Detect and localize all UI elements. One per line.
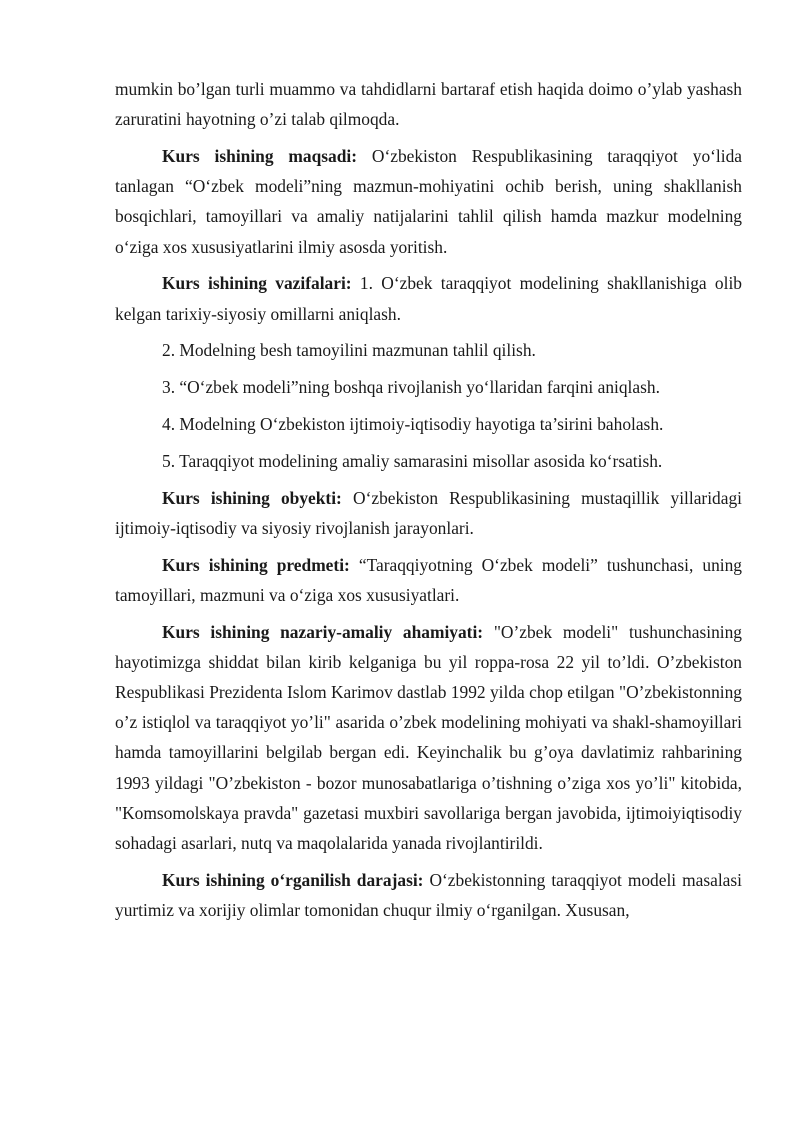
list-item-task-2 [115,335,742,365]
paragraph-goal [115,141,742,262]
paragraph-object [115,483,742,543]
paragraph-text: O‘zbekiston Respublikasining mustaqillik yillaridagi ijtimoiy-iqtisodiy va siyosiy rivojlanish jarayonlari. [115,487,742,538]
paragraph-heading-tasks: Kurs ishining vazifalari: [162,273,352,294]
paragraph-tasks [115,268,742,328]
paragraph-text: 1. O‘zbek taraqqiyot modelining shakllanishiga olib kelgan tarixiy-siyosiy omillarni aniqlash. [115,273,742,324]
paragraph-subject [115,550,742,610]
paragraph-research-level [115,865,742,925]
list-item-text: 3. “O‘zbek modeli”ning boshqa rivojlanish yo‘llaridan farqini aniqlash. [162,377,660,398]
paragraph-text: "O’zbek modeli" tushunchasining hayotimizga shiddat bilan kirib kelganiga bu yil roppa-rosa 22 yil to’ldi. O’zbekiston Respublikasi Prezidenta Islom Karimov dastlab 1992 yilda chop etilgan "O’zbekistonning o’z istiqlol va taraqqiyot yo’li" asarida o’zbek modelining mohiyati va shakl-shamoyillari hamda tamoyillarini belgilab bergan edi. Keyinchalik bu g’oya davlatimiz rahbarining 1993 yildagi "O’zbekiston - bozor munosabatlariga o’tishning o’ziga xos yo’li" kitobida, "Komsomolskaya pravda" gazetasi muxbiri savollariga bergan javobida, ijtimoiyiqtisodiy sohadagi asarlari, nutq va maqolalarida yanada rivojlantirildi. [115,621,742,854]
document-page [115,74,742,932]
paragraph-text: O‘zbekiston Respublikasining taraqqiyot yo‘lida tanlagan “O‘zbek modeli”ning mazmun-mohiyatini ochib berish, uning shakllanish bosqichlari, tamoyillari va amaliy natijalarini tahlil qilish hamda mazkur modelning o‘ziga xos xususiyatlarini ilmiy asosda yoritish. [115,146,743,257]
paragraph-heading-research-level: Kurs ishining o‘rganilish darajasi: [162,869,424,890]
paragraph-intro-continuation [115,74,742,134]
paragraph-text: “Taraqqiyotning O‘zbek modeli” tushunchasi, uning tamoyillari, mazmuni va o‘ziga xos xususiyatlari. [115,554,742,605]
paragraph-heading-goal: Kurs ishining maqsadi: [162,146,358,166]
paragraph-heading-object: Kurs ishining obyekti: [162,487,342,508]
paragraph-heading-significance: Kurs ishining nazariy-amaliy ahamiyati: [162,621,484,642]
list-item-text: 5. Taraqqiyot modelining amaliy samarasini misollar asosida ko‘rsatish. [162,450,663,471]
list-item-task-4 [115,409,742,439]
list-item-task-5 [115,446,742,476]
list-item-task-3 [115,372,742,402]
paragraph-text: mumkin bo’lgan turli muammo va tahdidlarni bartaraf etish haqida doimo o’ylab yashash zaruratini hayotning o’zi talab qilmoqda. [115,79,742,130]
paragraph-heading-subject: Kurs ishining predmeti: [162,554,350,575]
paragraph-text: O‘zbekistonning taraqqiyot modeli masalasi yurtimiz va xorijiy olimlar tomonidan chuqur ilmiy o‘rganilgan. Xususan, [115,869,742,921]
list-item-text: 2. Modelning besh tamoyilini mazmunan tahlil qilish. [162,340,536,361]
paragraph-significance [115,617,742,859]
list-item-text: 4. Modelning O‘zbekiston ijtimoiy-iqtisodiy hayotiga ta’sirini baholash. [162,414,664,434]
